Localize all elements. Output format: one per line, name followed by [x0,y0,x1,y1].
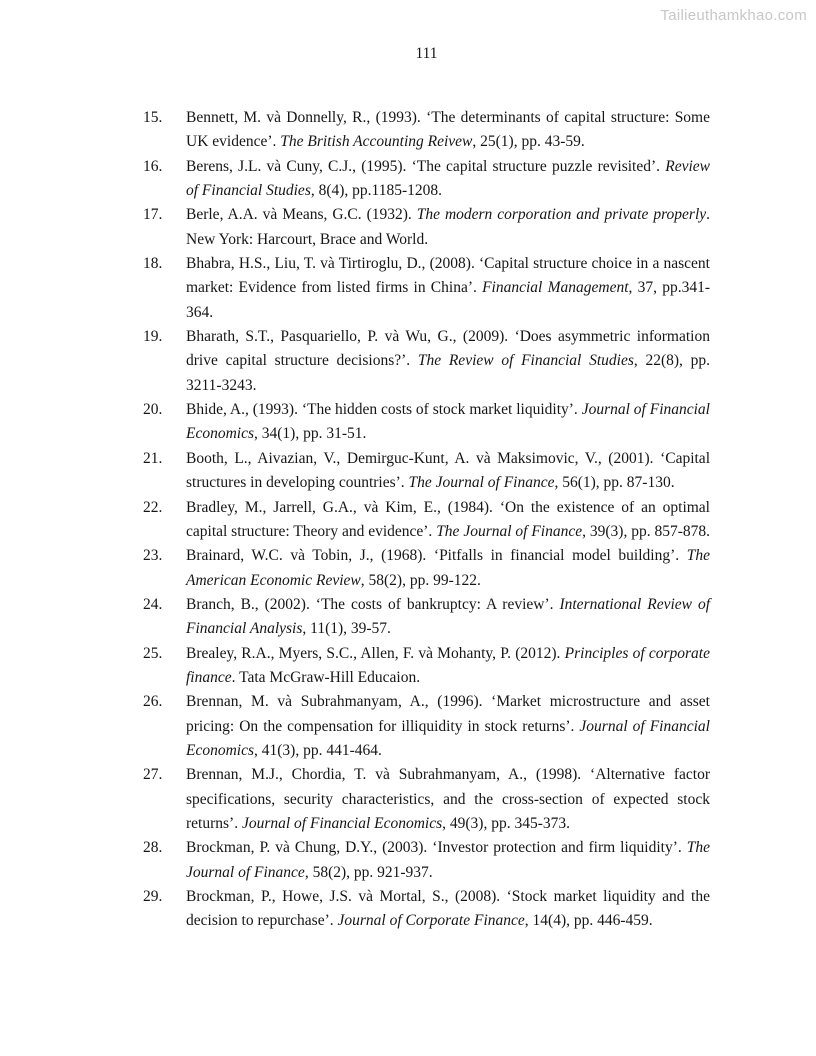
reference-number: 27. [143,766,163,784]
watermark: Tailieuthamkhao.com [660,7,807,24]
ref-text-segment: Brockman, P., Howe, J.S. và Mortal, S., (2008). ‘Stock market liquidity and the decision to repurchase’. [186,888,710,930]
reference-text [186,447,710,496]
reference-number: 16. [143,157,163,175]
ref-text-segment: Booth, L., Aivazian, V., Demirguc-Kunt, A. và Maksimovic, V., (2001). ‘Capital structures in developing countries’. [186,449,710,492]
reference-entry [143,398,710,447]
ref-text-segment: , 58(2), pp. 921-937. [304,863,433,881]
ref-text-segment: , 34(1), pp. 31-51. [254,425,367,443]
ref-text-segment: Bhabra, H.S., Liu, T. và Tirtiroglu, D., (2008). ‘Capital structure choice in a nascent market: Evidence from listed firms in China’. [186,255,710,297]
ref-text-segment: Brockman, P. và Chung, D.Y., (2003). ‘Investor protection and firm liquidity’. [186,839,687,857]
ref-text-segment: Berens, J.L. và Cuny, C.J., (1995). ‘The capital structure puzzle revisited’. [186,157,666,175]
ref-text-segment: Bharath, S.T., Pasquariello, P. và Wu, G., (2009). ‘Does asymmetric information drive capital structure decisions?’. [186,328,710,370]
reference-text [186,642,710,691]
reference-entry [143,642,710,691]
ref-text-segment: Brennan, M.J., Chordia, T. và Subrahmanyam, A., (1998). ‘Alternative factor specifications, security characteristics, and the cross-section of expected stock returns’. [186,766,710,832]
reference-number: 28. [143,839,163,857]
ref-text-segment: , 49(3), pp. 345-373. [442,814,571,832]
reference-text [186,544,710,593]
reference-entry [143,203,710,252]
ref-source-title: Journal of Financial Economics [241,814,443,832]
reference-text [186,763,710,836]
reference-number: 19. [143,328,163,346]
page-number: 111 [415,45,438,62]
reference-text [186,593,710,642]
ref-source-title: The Journal of Finance [436,522,583,540]
ref-source-title: Financial Management [482,279,629,297]
ref-text-segment: , 41(3), pp. 441-464. [254,741,382,759]
ref-text-segment: . Tata McGraw-Hill Educaion. [231,668,421,686]
ref-source-title: The Journal of Finance [186,839,710,881]
ref-source-title: Journal of Financial Economics [186,401,710,443]
ref-text-segment: Brennan, M. và Subrahmanyam, A., (1996). ‘Market microstructure and asset pricing: On the compensation for illiquidity in stock returns’. [186,693,710,735]
reference-text [186,252,710,325]
reference-entry [143,496,710,545]
reference-number: 25. [143,644,163,662]
ref-text-segment: Bennett, M. và Donnelly, R., (1993). ‘The determinants of capital structure: Some UK evidence’. [186,109,710,151]
reference-entry [143,690,710,763]
ref-source-title: Journal of Financial Economics [186,717,710,759]
ref-source-title: The British Accounting Reivew [280,133,473,151]
reference-number: 21. [143,449,163,467]
ref-source-title: Principles of corporate finance [186,644,710,686]
reference-text [186,155,710,204]
ref-text-segment: Berle, A.A. và Means, G.C. (1932). [186,206,417,224]
reference-number: 15. [143,109,163,126]
ref-text-segment: Bradley, M., Jarrell, G.A., và Kim, E., (1984). ‘On the existence of an optimal capital structure: Theory and evidence’. [186,498,710,540]
reference-number: 29. [143,888,163,905]
ref-text-segment: , 11(1), 39-57. [302,620,391,638]
reference-text [186,690,710,763]
reference-number: 17. [143,206,163,224]
reference-entry [143,593,710,642]
ref-text-segment: Brealey, R.A., Myers, S.C., Allen, F. và Mohanty, P. (2012). [186,644,565,662]
reference-entry [143,325,710,398]
ref-source-title: The Review of Financial Studies [417,352,634,370]
reference-text [186,325,710,398]
reference-number: 22. [143,498,163,516]
reference-text [186,398,710,447]
reference-text [186,106,710,155]
reference-text [186,885,710,934]
ref-source-title: The Journal of Finance [408,474,555,492]
ref-source-title: Review of Financial Studies [186,157,710,200]
ref-text-segment: , 39(3), pp. 857-878. [582,522,710,540]
reference-number: 26. [143,693,163,711]
ref-text-segment: , 56(1), pp. 87-130. [554,474,675,492]
reference-text [186,203,710,252]
ref-text-segment: Brainard, W.C. và Tobin, J., (1968). ‘Pitfalls in financial model building’. [186,547,687,565]
reference-entry [143,836,710,885]
reference-entry [143,885,710,934]
reference-number: 24. [143,595,163,613]
reference-text [186,836,710,885]
reference-number: 23. [143,547,163,565]
ref-text-segment: Branch, B., (2002). ‘The costs of bankruptcy: A review’. [186,595,560,613]
ref-source-title: International Review of Financial Analysis [186,595,710,638]
reference-entry [143,155,710,204]
ref-text-segment: Bhide, A., (1993). ‘The hidden costs of stock market liquidity’. [186,401,582,419]
ref-text-segment: , 58(2), pp. 99-122. [360,571,481,589]
reference-entry [143,763,710,836]
ref-text-segment: , 37, pp.341-364. [186,279,710,321]
reference-number: 20. [143,401,163,419]
reference-entry [143,106,710,155]
ref-source-title: The American Economic Review [186,547,710,589]
ref-text-segment: . New York: Harcourt, Brace and World. [186,206,711,248]
ref-text-segment: , 25(1), pp. 43-59. [472,133,585,151]
ref-source-title: The modern corporation and private properly [416,206,707,224]
reference-text [186,496,710,545]
reference-number: 18. [143,255,163,273]
reference-entry [143,447,710,496]
reference-entry [143,544,710,593]
ref-text-segment: , 8(4), pp.1185-1208. [310,182,443,200]
reference-entry [143,252,710,325]
references-list [143,106,710,934]
ref-text-segment: , 14(4), pp. 446-459. [524,912,653,930]
ref-text-segment: , 22(8), pp. 3211-3243. [186,352,710,394]
ref-source-title: Journal of Corporate Finance [337,912,525,930]
